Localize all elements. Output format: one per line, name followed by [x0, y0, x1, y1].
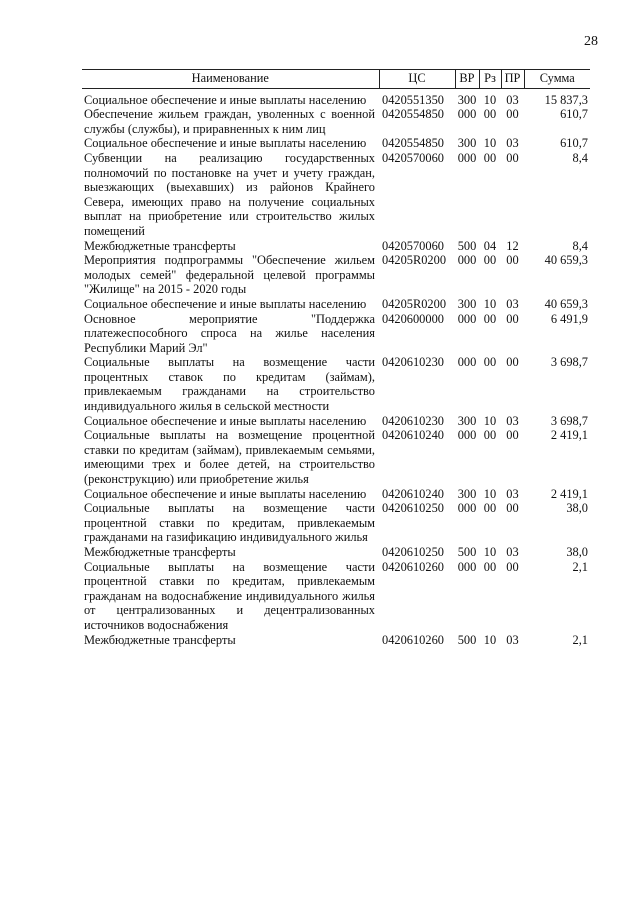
cell-vr: 500 — [457, 238, 477, 253]
cell-rz: 00 — [483, 428, 497, 443]
cell-cs: 0420570060 — [382, 238, 444, 253]
cell-sum: 2,1 — [572, 632, 588, 647]
cell-pr: 03 — [506, 632, 519, 647]
cell-rz: 00 — [483, 253, 497, 268]
cell-pr: 03 — [506, 296, 519, 311]
cell-name: Межбюджетные трансферты — [84, 632, 236, 647]
table-row — [82, 545, 590, 560]
cell-cs: 0420570060 — [382, 150, 444, 165]
cell-sum: 15 837,3 — [544, 92, 588, 107]
cell-name: Субвенции на реализацию государственных полномочий по постановке на учет и учету граждан, выезжающих (выехавших) из районов Крайнего Севера, имеющих право на получение социальных выплат на приобретение или строительство жилых помещений — [84, 150, 375, 238]
cell-cs: 0420610260 — [382, 632, 444, 647]
cell-name: Социальные выплаты на возмещение части процентных ставок по кредитам (займам), привлекаемым гражданами на строительство индивидуального жилья в сельской местности — [84, 355, 375, 414]
table-row — [82, 487, 590, 502]
cell-pr: 03 — [506, 92, 519, 107]
cell-vr: 000 — [457, 559, 477, 574]
cell-cs: 0420610240 — [382, 428, 444, 443]
cell-rz: 10 — [483, 136, 497, 151]
table-row — [82, 355, 590, 413]
cell-vr: 000 — [457, 107, 477, 122]
cell-pr: 00 — [506, 501, 519, 516]
cell-rz: 10 — [483, 486, 497, 501]
cell-rz: 00 — [483, 355, 497, 370]
cell-rz: 04 — [483, 238, 497, 253]
table-body — [82, 88, 590, 647]
cell-vr: 300 — [457, 296, 477, 311]
table-row — [82, 151, 590, 239]
cell-sum: 2,1 — [572, 559, 588, 574]
cell-sum: 38,0 — [566, 545, 588, 559]
table-header-row — [82, 70, 590, 89]
cell-name: Социальное обеспечение и иные выплаты населению — [84, 413, 367, 428]
cell-rz: 10 — [483, 632, 497, 647]
table-row — [82, 312, 590, 356]
cell-sum: 38,0 — [566, 501, 588, 516]
cell-name: Социальное обеспечение и иные выплаты населению — [84, 92, 367, 107]
cell-name: Обеспечение жильем граждан, уволенных с военной службы (службы), и приравненных к ним лиц — [84, 107, 375, 136]
cell-pr: 03 — [506, 545, 519, 559]
cell-pr: 00 — [506, 107, 519, 122]
cell-cs: 0420554850 — [382, 136, 444, 151]
cell-vr: 500 — [457, 545, 477, 559]
cell-cs: 0420610230 — [382, 355, 444, 370]
cell-pr: 03 — [506, 413, 519, 428]
cell-sum: 3 698,7 — [550, 413, 588, 428]
cell-sum: 2 419,1 — [550, 486, 588, 501]
table-row — [82, 239, 590, 254]
cell-cs: 0420610250 — [382, 501, 444, 516]
cell-sum: 2 419,1 — [550, 428, 588, 443]
cell-pr: 03 — [506, 136, 519, 151]
cell-pr: 12 — [506, 238, 519, 253]
cell-rz: 00 — [483, 311, 497, 326]
cell-vr: 000 — [457, 501, 477, 516]
cell-pr: 00 — [506, 253, 519, 268]
cell-name: Социальные выплаты на возмещение части процентной ставки по кредитам, привлекаемым гражданам на водоснабжение индивидуального жилья от централизованных и децентрализованных источников водоснабжения — [84, 559, 375, 632]
cell-name: Социальное обеспечение и иные выплаты населению — [84, 486, 367, 501]
cell-vr: 300 — [457, 486, 477, 501]
cell-rz: 00 — [483, 150, 497, 165]
cell-rz: 10 — [483, 413, 497, 428]
cell-sum: 3 698,7 — [550, 355, 588, 370]
header-sum: Сумма — [524, 70, 590, 89]
cell-name: Мероприятия подпрограммы "Обеспечение жильем молодых семей" федеральной целевой программы "Жилище" на 2015 - 2020 годы — [84, 253, 375, 297]
table-row — [82, 501, 590, 545]
cell-pr: 03 — [506, 486, 519, 501]
cell-rz: 10 — [483, 92, 497, 107]
cell-cs: 0420554850 — [382, 107, 444, 122]
cell-rz: 10 — [483, 296, 497, 311]
cell-cs: 04205R0200 — [382, 296, 447, 311]
cell-sum: 40 659,3 — [544, 296, 588, 311]
cell-cs: 0420610250 — [382, 545, 444, 559]
cell-sum: 8,4 — [572, 238, 588, 253]
table-row — [82, 107, 590, 136]
cell-cs: 0420610240 — [382, 486, 444, 501]
cell-vr: 000 — [457, 428, 477, 443]
table-row — [82, 253, 590, 297]
budget-table — [82, 69, 590, 647]
cell-vr: 300 — [457, 136, 477, 151]
header-rz: Рз — [479, 70, 501, 89]
cell-vr: 300 — [457, 92, 477, 107]
cell-cs: 0420600000 — [382, 311, 444, 326]
cell-vr: 300 — [457, 413, 477, 428]
cell-rz: 00 — [483, 559, 497, 574]
header-cs: ЦС — [379, 70, 455, 89]
cell-pr: 00 — [506, 355, 519, 370]
cell-sum: 6 491,9 — [550, 311, 588, 326]
table-row — [82, 297, 590, 312]
cell-vr: 000 — [457, 150, 477, 165]
cell-pr: 00 — [506, 311, 519, 326]
cell-vr: 000 — [457, 311, 477, 326]
cell-name: Социальное обеспечение и иные выплаты населению — [84, 136, 367, 151]
table-row — [82, 136, 590, 151]
table-row — [82, 633, 590, 648]
cell-rz: 00 — [483, 107, 497, 122]
page-number: 28 — [584, 34, 598, 49]
cell-sum: 610,7 — [560, 136, 588, 151]
header-vr: ВР — [455, 70, 479, 89]
header-pr: ПР — [501, 70, 524, 89]
cell-rz: 10 — [483, 545, 497, 559]
cell-vr: 000 — [457, 253, 477, 268]
cell-name: Межбюджетные трансферты — [84, 238, 236, 253]
cell-pr: 00 — [506, 559, 519, 574]
table-row — [82, 428, 590, 486]
cell-name: Основное мероприятие "Поддержка платежеспособного спроса на жилье населения Республики Марий Эл" — [84, 311, 375, 355]
cell-cs: 04205R0200 — [382, 253, 447, 268]
cell-vr: 500 — [457, 632, 477, 647]
header-name: Наименование — [82, 70, 379, 89]
cell-cs: 0420610260 — [382, 559, 444, 574]
cell-pr: 00 — [506, 428, 519, 443]
table-row — [82, 88, 590, 107]
cell-sum: 40 659,3 — [544, 253, 588, 268]
cell-sum: 610,7 — [560, 107, 588, 122]
cell-vr: 000 — [457, 355, 477, 370]
cell-cs: 0420610230 — [382, 413, 444, 428]
cell-sum: 8,4 — [572, 150, 588, 165]
cell-cs: 0420551350 — [382, 92, 444, 107]
table-row — [82, 560, 590, 633]
cell-pr: 00 — [506, 150, 519, 165]
cell-name: Межбюджетные трансферты — [84, 545, 236, 559]
cell-name: Социальные выплаты на возмещение процентной ставки по кредитам (займам), привлекаемым семьями, имеющими трех и более детей, на строительство (реконструкцию) или приобретение жилья — [84, 428, 375, 487]
cell-name: Социальное обеспечение и иные выплаты населению — [84, 296, 367, 311]
cell-name: Социальные выплаты на возмещение части процентной ставки по кредитам, привлекаемым гражданами на газификацию индивидуального жилья — [84, 501, 375, 545]
table-row — [82, 414, 590, 429]
cell-rz: 00 — [483, 501, 497, 516]
